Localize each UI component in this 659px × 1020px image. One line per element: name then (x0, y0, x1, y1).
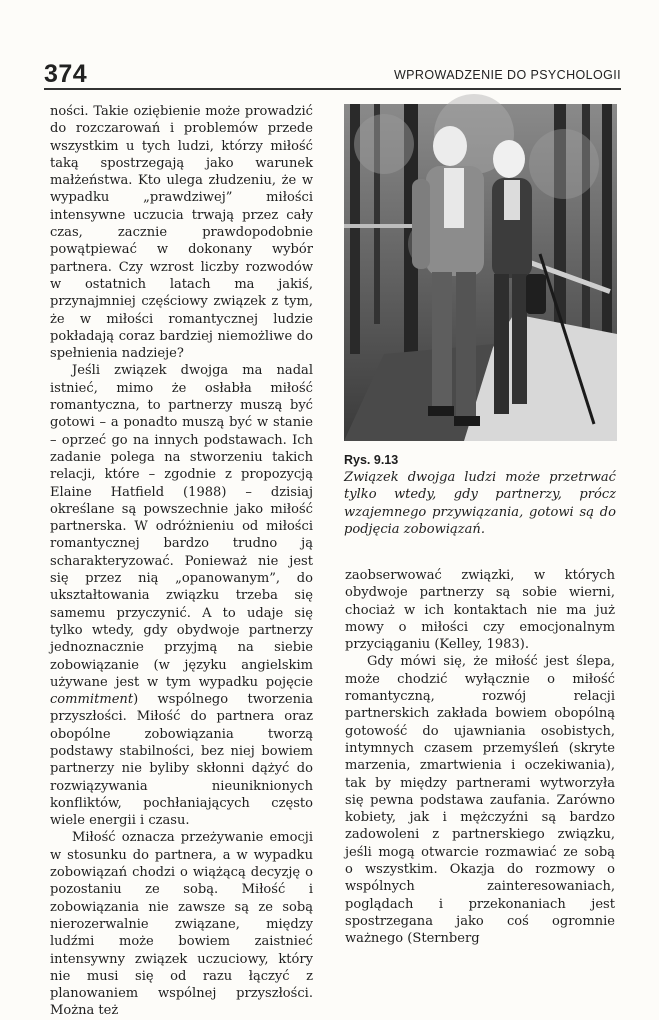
left-text-column (50, 103, 313, 1020)
paragraph: ności. Takie oziębienie może prowadzić do rozczarowań i problemów przede wszystkim u tych ludzi, którzy miłość taką spostrzegają jako warunek małżeństwa. Kto ulega złudzeniu, że w wypadku „prawdziwej” miłości intensywne uczucia trwają przez cały czas, zacznie prawdopodobnie powątpiewać w dokonany wybór partnera. Czy wzrost liczby rozwodów w ostatnich latach ma jakiś, przynajmniej częściowy związek z tym, że w miłości romantycznej ludzie pokładają coraz bardziej niemożliwe do spełnienia nadzieje? (50, 104, 313, 362)
paragraph (50, 362, 313, 829)
running-head: WPROWADZENIE DO PSYCHOLOGII (393, 68, 621, 82)
paragraph: Gdy mówi się, że miłość jest ślepa, może chodzić wyłącznie o miłość romantyczną, rozwój relacji partnerskich zakłada bowiem obopólną gotowość do ujawniania osobistych, intymnych czasem przemyśleń (skryte marzenia, zmartwienia i oczekiwania), tak by między partnerami wytworzyła się pewna podstawa zaufania. Zarówno kobiety, jak i mężczyźni są bardzo zadowoleni z partnerskiego związku, jeśli mogą otwarcie rozmawiać ze sobą o wszystkim. Okazja do rozmowy o wspólnych zainteresowaniach, poglądach i przekonaniach jest spostrzegana jako coś ogromnie ważnego (Sternberg (345, 654, 615, 947)
right-text-column (345, 567, 615, 948)
figure-caption (344, 452, 616, 538)
italic-term: commitment (50, 692, 134, 708)
elderly-couple-photo (344, 104, 617, 441)
page-number: 374 (44, 60, 88, 88)
header-rule (44, 88, 621, 90)
paragraph: zaobserwować związki, w których obydwoje partnerzy są sobie wierni, chociaż w ich kontaktach nie ma już mowy o miłości czy emocjonalnym przyciąganiu (Kelley, 1983). (345, 568, 615, 653)
text-run: Jeśli związek dwojga ma nadal istnieć, mimo że osłabła miłość romantyczna, to partnerzy muszą być gotowi – a ponadto muszą być w stanie – oprzeć go na innych podstawach. Ich zadanie polega na stworzeniu takich relacji, które – zgodnie z propozycją Elaine Hatfield (1988) – dzisiaj określane są powszechnie jako miłość partnerska. W odróżnieniu od miłości romantycznej bardzo trudno ją scharakteryzować. Ponieważ nie jest się przez nią „opanowanym”, do ukształtowania związku trzeba się samemu przyczynić. A to udaje się tylko wtedy, gdy obydwoje partnerzy jednoznacznie przyjmą na siebie zobowiązanie (w języku angielskim używane jest w tym wypadku pojęcie (50, 363, 313, 690)
text-run: ) wspólnego tworzenia przyszłości. Miłość do partnera oraz obopólne zobowiązania tworzą podstawy stabilności, bez niej bowiem partnerzy nie byliby skłonni dążyć do rozwiązywania nieuniknionych konfliktów, pochłaniających często wiele energii i czasu. (50, 692, 313, 829)
figure-label: Rys. 9.13 (344, 453, 399, 467)
paragraph: Miłość oznacza przeżywanie emocji w stosunku do partnera, a w wypadku zobowiązań chodzi o wiążącą decyzję o pozostaniu ze sobą. Miłość i zobowiązania nie zawsze są ze sobą nierozerwalnie związane, między ludźmi może bowiem zaistnieć intensywny związek uczuciowy, który nie musi się od razu łączyć z planowaniem wspólnej przyszłości. Można też (50, 830, 313, 1019)
caption-text: Związek dwojga ludzi może przetrwać tylko wtedy, gdy partnerzy, prócz wzajemnego przywiązania, gotowi są do podjęcia zobowiązań. (344, 470, 616, 537)
